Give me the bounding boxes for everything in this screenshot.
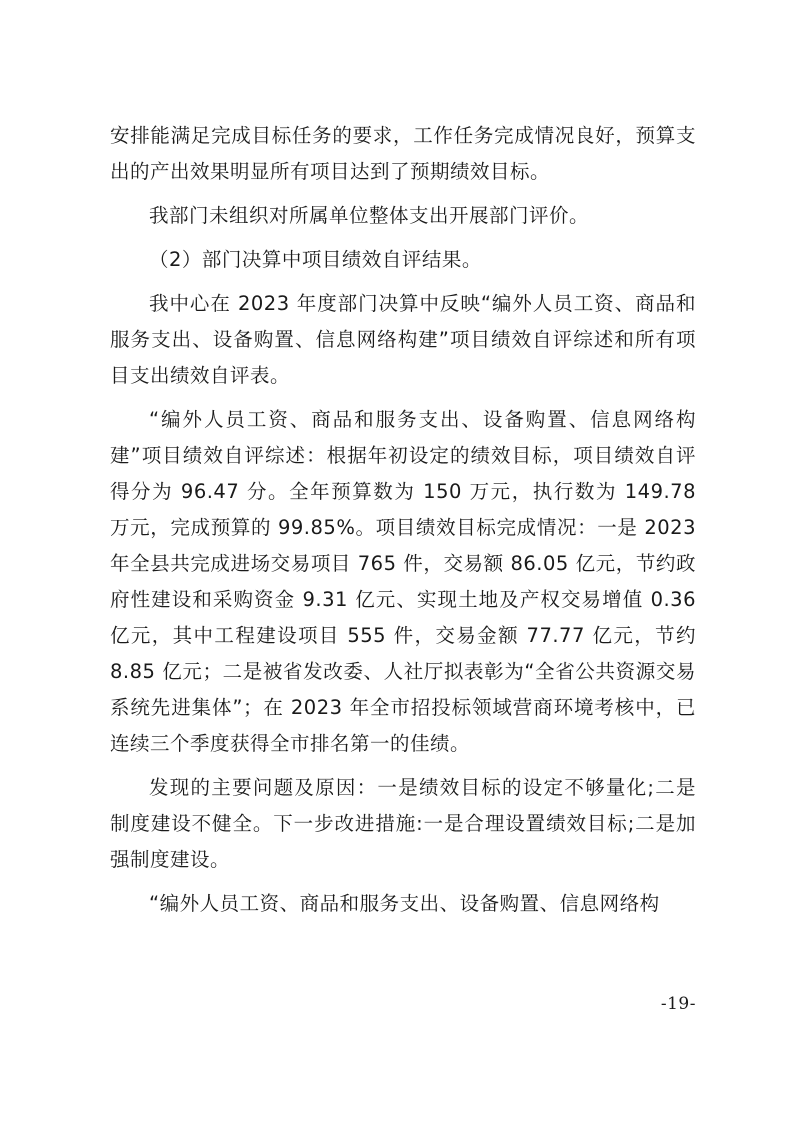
paragraph-no-unit-evaluation: 我部门未组织对所属单位整体支出开展部门评价。 (149, 204, 590, 227)
paragraph-final-accounts-intro: 我中心在 2023 年度部门决算中反映“编外人员工资、商品和服务支出、设备购置、信息网络构建”项目绩效自评综述和所有项目支出绩效自评表。 (110, 292, 696, 387)
paragraph-heading-project-results: （2）部门决算中项目绩效自评结果。 (149, 248, 482, 271)
body-text (110, 118, 696, 930)
paragraph-continued: “编外人员工资、商品和服务支出、设备购置、信息网络构 (149, 892, 660, 915)
page-number: -19- (660, 994, 696, 1014)
paragraph-project-self-evaluation: “编外人员工资、商品和服务支出、设备购置、信息网络构建”项目绩效自评综述：根据年初设定的绩效目标，项目绩效自评得分为 96.47 分。全年预算数为 150 万元，执行数为 149.78 万元，完成预算的 99.85%。项目绩效目标完成情况：一是 2023 年全县共完成进场交易项目 765 件，交易额 86.05 亿元，节约政府性建设和采购资金 9.31 亿元、实现土地及产权交易增值 0.36 亿元，其中工程建设项目 555 件，交易金额 77.77 亿元，节约 8.85 亿元；二是被省发改委、人社厅拟表彰为“全省公共资源交易系统先进集体”；在 2023 年全市招投标领域营商环境考核中，已连续三个季度获得全市排名第一的佳绩。 (110, 408, 696, 755)
paragraph-problems-and-measures: 发现的主要问题及原因：一是绩效目标的设定不够量化;二是制度建设不健全。下一步改进措施:一是合理设置绩效目标;二是加强制度建设。 (110, 776, 696, 871)
paragraph-budget-effect: 安排能满足完成目标任务的要求，工作任务完成情况良好，预算支出的产出效果明显所有项目达到了预期绩效目标。 (110, 124, 696, 183)
